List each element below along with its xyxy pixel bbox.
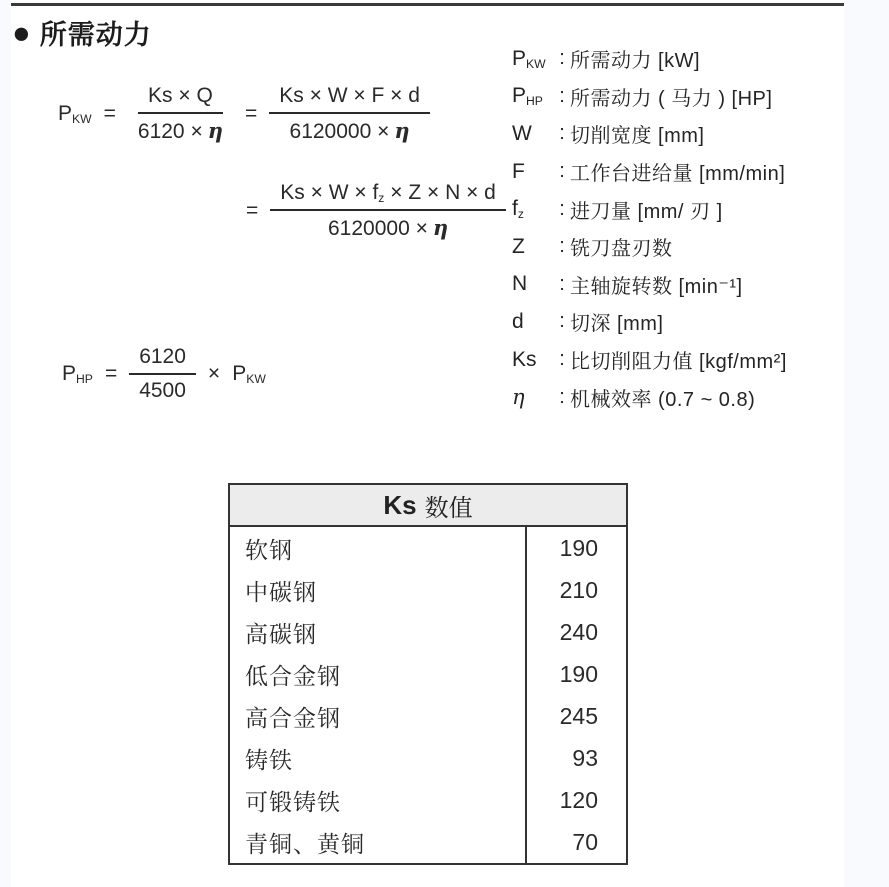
denominator: 4500 <box>139 379 186 402</box>
legend-colon: : <box>559 310 565 333</box>
legend-description: 主轴旋转数 [min⁻¹] <box>570 275 743 298</box>
equals-sign: = <box>245 102 258 125</box>
material-cell: 低合金钢 <box>245 662 341 689</box>
fraction-ks-q <box>128 84 233 144</box>
table-header <box>230 485 626 527</box>
table-row <box>230 611 626 653</box>
denominator: 6120000 × η <box>328 215 449 241</box>
table-row <box>230 653 626 695</box>
legend-colon: : <box>559 197 565 220</box>
legend-description: 机械效率 (0.7 ~ 0.8) <box>570 388 756 411</box>
value-cell: 240 <box>525 611 626 653</box>
table-title-ks: Ks <box>383 489 417 520</box>
pkw-symbol: $P_{KW}$ <box>232 361 266 387</box>
material-cell: 青铜、黄铜 <box>245 830 365 857</box>
legend-colon: : <box>559 385 565 408</box>
legend-description: 切削宽度 [mm] <box>570 125 705 148</box>
legend-item-z <box>512 228 787 266</box>
legend-item-f <box>512 153 787 191</box>
legend-description: 进刀量 [mm/ 刃 ] <box>570 200 723 223</box>
table-row <box>230 821 626 863</box>
eta-symbol: η <box>207 118 223 143</box>
equals-sign: = <box>246 199 259 223</box>
legend-symbol: W <box>512 121 532 145</box>
table-row <box>230 737 626 779</box>
legend-symbol: N <box>512 272 528 296</box>
legend-item-eta <box>512 378 787 416</box>
legend-colon: : <box>559 47 565 70</box>
table-row <box>230 527 626 569</box>
table-row <box>230 779 626 821</box>
legend-item-pkw <box>512 40 787 78</box>
bullet-icon: ● <box>12 15 32 50</box>
legend-item-php <box>512 78 787 116</box>
eta-symbol: η <box>394 118 410 143</box>
formula-pkw <box>58 84 430 144</box>
table-row <box>230 569 626 611</box>
legend-symbol: Z <box>512 234 525 258</box>
material-cell: 中碳钢 <box>245 578 317 605</box>
top-rule-divider <box>11 3 844 6</box>
numerator: 6120 <box>129 345 196 375</box>
legend-description: 铣刀盘刃数 <box>570 238 673 261</box>
php-symbol: $P_{HP}$ <box>62 361 93 387</box>
legend-colon: : <box>559 348 565 371</box>
legend-item-ks <box>512 341 787 379</box>
value-cell: 190 <box>525 527 626 569</box>
legend-symbol: Ks <box>512 347 537 371</box>
material-cell: 软钢 <box>245 536 293 563</box>
legend-symbol: $P_{KW}$ <box>512 46 546 71</box>
fraction-ks-w-fz-z-n-d <box>270 181 506 241</box>
ks-value-table <box>228 483 628 865</box>
formula-pkw-expanded <box>246 181 506 241</box>
section-heading <box>12 13 152 52</box>
legend-item-fz <box>512 190 787 228</box>
equals-sign: = <box>104 362 118 385</box>
numerator: Ks × Q <box>138 84 223 114</box>
value-cell: 190 <box>525 653 626 695</box>
value-cell: 93 <box>525 737 626 779</box>
equals-sign: = <box>103 102 116 125</box>
table-row <box>230 695 626 737</box>
eta-symbol: η <box>432 215 449 241</box>
denominator: 6120 × η <box>137 118 223 143</box>
legend-description: 切深 [mm] <box>570 313 664 336</box>
value-cell: 210 <box>525 569 626 611</box>
legend-description: 比切削阻力值 [kgf/mm²] <box>570 351 787 374</box>
value-cell: 245 <box>525 695 626 737</box>
legend-symbol: $f_z$ <box>512 197 524 222</box>
legend-description: 所需动力 [kW] <box>570 50 701 73</box>
legend-colon: : <box>559 272 565 295</box>
legend-colon: : <box>559 235 565 258</box>
material-cell: 铸铁 <box>245 746 293 773</box>
legend-symbol: η <box>512 384 525 409</box>
scan-edge-right <box>844 0 889 887</box>
legend-item-d <box>512 303 787 341</box>
legend-symbol: $P_{HP}$ <box>512 84 543 109</box>
legend-description: 所需动力 ( 马力 ) [HP] <box>570 87 773 110</box>
scan-edge-left <box>0 0 11 887</box>
legend-item-w <box>512 115 787 153</box>
pkw-symbol: $P_{KW}$ <box>58 101 92 127</box>
value-cell: 70 <box>525 821 626 863</box>
denominator: 6120000 × η <box>289 118 410 143</box>
legend-description: 工作台进给量 [mm/min] <box>570 163 786 186</box>
fraction-ks-w-f-d <box>269 84 430 144</box>
section-title: 所需动力 <box>39 20 152 50</box>
legend-symbol: d <box>512 309 524 333</box>
variable-legend <box>512 40 787 416</box>
legend-item-n <box>512 266 787 304</box>
formula-php <box>62 345 266 403</box>
legend-colon: : <box>559 160 565 183</box>
legend-colon: : <box>559 122 565 145</box>
value-cell: 120 <box>525 779 626 821</box>
material-cell: 高合金钢 <box>245 704 341 731</box>
legend-colon: : <box>559 84 565 107</box>
numerator: Ks × W × F × d <box>269 84 430 114</box>
times-sign: × <box>207 362 221 385</box>
fraction-6120-4500 <box>129 345 196 403</box>
legend-symbol: F <box>512 159 525 183</box>
numerator: $Ks \times W \times f_z \times Z \times N \times d$ <box>270 181 506 211</box>
material-cell: 高碳钢 <box>245 620 317 647</box>
material-cell: 可锻铸铁 <box>245 788 341 815</box>
table-title-text: 数值 <box>424 494 473 522</box>
